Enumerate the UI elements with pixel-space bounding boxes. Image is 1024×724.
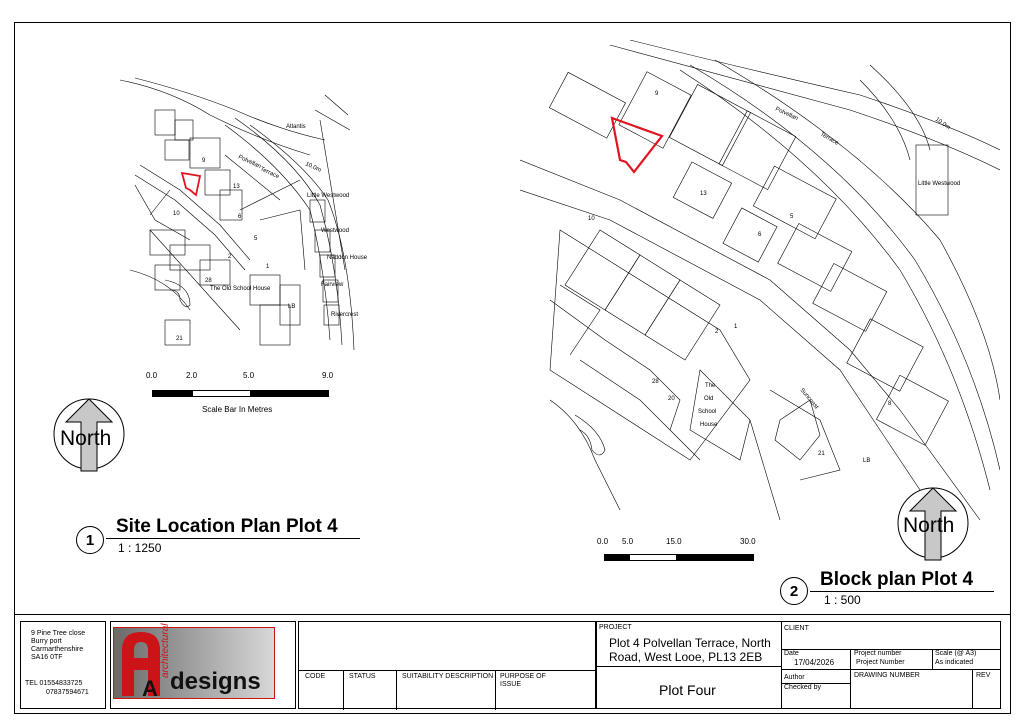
address-line-4: SA16 0TF — [31, 654, 63, 661]
scalebar2-tick-0: 0.0 — [597, 537, 609, 546]
scalebar2-tick-1: 5.0 — [622, 537, 634, 546]
client-box — [781, 621, 1001, 709]
label-polvellan: Polvellan — [237, 154, 262, 171]
company-logo — [113, 623, 275, 701]
north-label-2: North — [903, 514, 955, 537]
label-10m: 10.0m — [304, 161, 322, 174]
scalebar2-tick-2: 15.0 — [666, 537, 682, 546]
tel-line-1: TEL 01554833725 — [25, 680, 83, 687]
label-old-school-house: The Old School House — [210, 286, 271, 292]
project-line-1: Plot 4 Polvellan Terrace, North — [609, 636, 771, 650]
label-21: 21 — [176, 336, 183, 342]
project-label: PROJECT — [599, 624, 632, 631]
logo-tagline: architectural — [160, 623, 171, 678]
drawing-title: Plot Four — [659, 682, 716, 698]
block-label-the: The — [705, 383, 716, 389]
label-6: 6 — [238, 214, 242, 220]
rev-label: REV — [976, 672, 991, 679]
north-label-1: North — [60, 427, 112, 450]
scale-label: Scale (@ A3) — [935, 650, 977, 657]
block-label-polvellan: Polvellan — [774, 106, 799, 123]
block-label-20: 20 — [668, 396, 675, 402]
label-10: 10 — [173, 211, 180, 217]
block-label-8: 8 — [888, 401, 892, 407]
address-box — [20, 621, 106, 709]
block-label-little-westwood: Little Westwood — [918, 181, 961, 187]
block-label-13: 13 — [700, 191, 707, 197]
block-label-28: 28 — [652, 379, 659, 385]
project-line-2: Road, West Looe, PL13 2EB — [609, 650, 763, 664]
scale-value: As indicated — [935, 659, 974, 666]
scalebar1-tick-0: 0.0 — [146, 371, 158, 380]
block-label-9: 9 — [655, 91, 659, 97]
block-label-2: 2 — [715, 329, 719, 335]
scalebar1-tick-2: 5.0 — [243, 371, 255, 380]
label-fairview: Fairview — [321, 282, 344, 288]
logo-wordmark: designs — [170, 668, 261, 695]
project-number-label: Project number — [854, 650, 902, 657]
block-label-21: 21 — [818, 451, 825, 457]
block-label-10m: 10.0m — [933, 116, 951, 132]
plan1-scale: 1 : 1250 — [118, 541, 162, 555]
plan2-number-badge: 2 — [780, 577, 808, 605]
block-plan-map — [520, 40, 1000, 530]
plan1-number-badge: 1 — [76, 526, 104, 554]
site-location-map — [110, 70, 370, 370]
logo-box — [110, 621, 296, 709]
address-line-2: Burry port — [31, 638, 62, 645]
label-28: 28 — [205, 278, 212, 284]
purpose-label: PURPOSE OF ISSUE — [500, 673, 546, 688]
label-lb: LB — [288, 304, 296, 310]
scalebar2-tick-3: 30.0 — [740, 537, 756, 546]
plan1-title: Site Location Plan Plot 4 — [116, 516, 338, 537]
label-2: 2 — [228, 254, 232, 260]
scalebar1-tick-1: 2.0 — [186, 371, 198, 380]
checked-by-label: Checked by — [784, 684, 821, 691]
drawing-number-label: DRAWING NUMBER — [854, 672, 920, 679]
suitability-label: SUITABILITY DESCRIPTION — [402, 673, 494, 680]
block-label-1: 1 — [734, 324, 738, 330]
title-block — [14, 614, 1011, 715]
project-number-value: Project Number — [856, 659, 905, 666]
block-label-school: School — [698, 409, 717, 415]
plot-4-outline-small — [182, 173, 200, 195]
label-terrace: Terrace — [259, 166, 280, 181]
label-5: 5 — [254, 236, 258, 242]
plot-4-outline — [612, 118, 662, 172]
address-line-3: Carmarthenshire — [31, 646, 84, 653]
tel-line-2: 07837594671 — [46, 689, 89, 696]
label-atlantis: Atlantis — [286, 124, 306, 130]
label-13: 13 — [233, 184, 240, 190]
block-label-old: Old — [704, 396, 714, 402]
label-little-westwood: Little Westwood — [307, 193, 350, 199]
plan2-scale: 1 : 500 — [824, 593, 861, 607]
block-label-5: 5 — [790, 214, 794, 220]
logo-letter: A — [142, 676, 158, 701]
label-naddon-house: Naddon House — [327, 255, 368, 261]
block-label-10: 10 — [588, 216, 595, 222]
block-label-terrace: Terrace — [819, 131, 840, 147]
block-label-suncoast: Suncoast — [798, 387, 820, 411]
block-label-house: House — [700, 422, 718, 428]
author-label: Author — [784, 674, 805, 681]
label-westwood: Westwood — [321, 228, 349, 234]
scalebar1-tick-3: 9.0 — [322, 371, 334, 380]
label-rivercrest: Rivercrest — [331, 312, 359, 318]
revision-table — [298, 621, 596, 709]
label-9: 9 — [202, 158, 206, 164]
code-label: CODE — [305, 673, 326, 680]
status-label: STATUS — [349, 673, 376, 680]
plan2-title: Block plan Plot 4 — [820, 569, 974, 590]
scalebar-caption: Scale Bar In Metres — [202, 405, 273, 414]
date-value: 17/04/2026 — [794, 658, 835, 667]
block-label-lb: LB — [863, 458, 871, 464]
project-box — [596, 621, 782, 709]
address-line-1: 9 Pine Tree close — [31, 630, 86, 637]
client-label: CLIENT — [784, 625, 809, 632]
block-label-6: 6 — [758, 232, 762, 238]
label-1: 1 — [266, 264, 270, 270]
date-label: Date — [784, 650, 799, 657]
